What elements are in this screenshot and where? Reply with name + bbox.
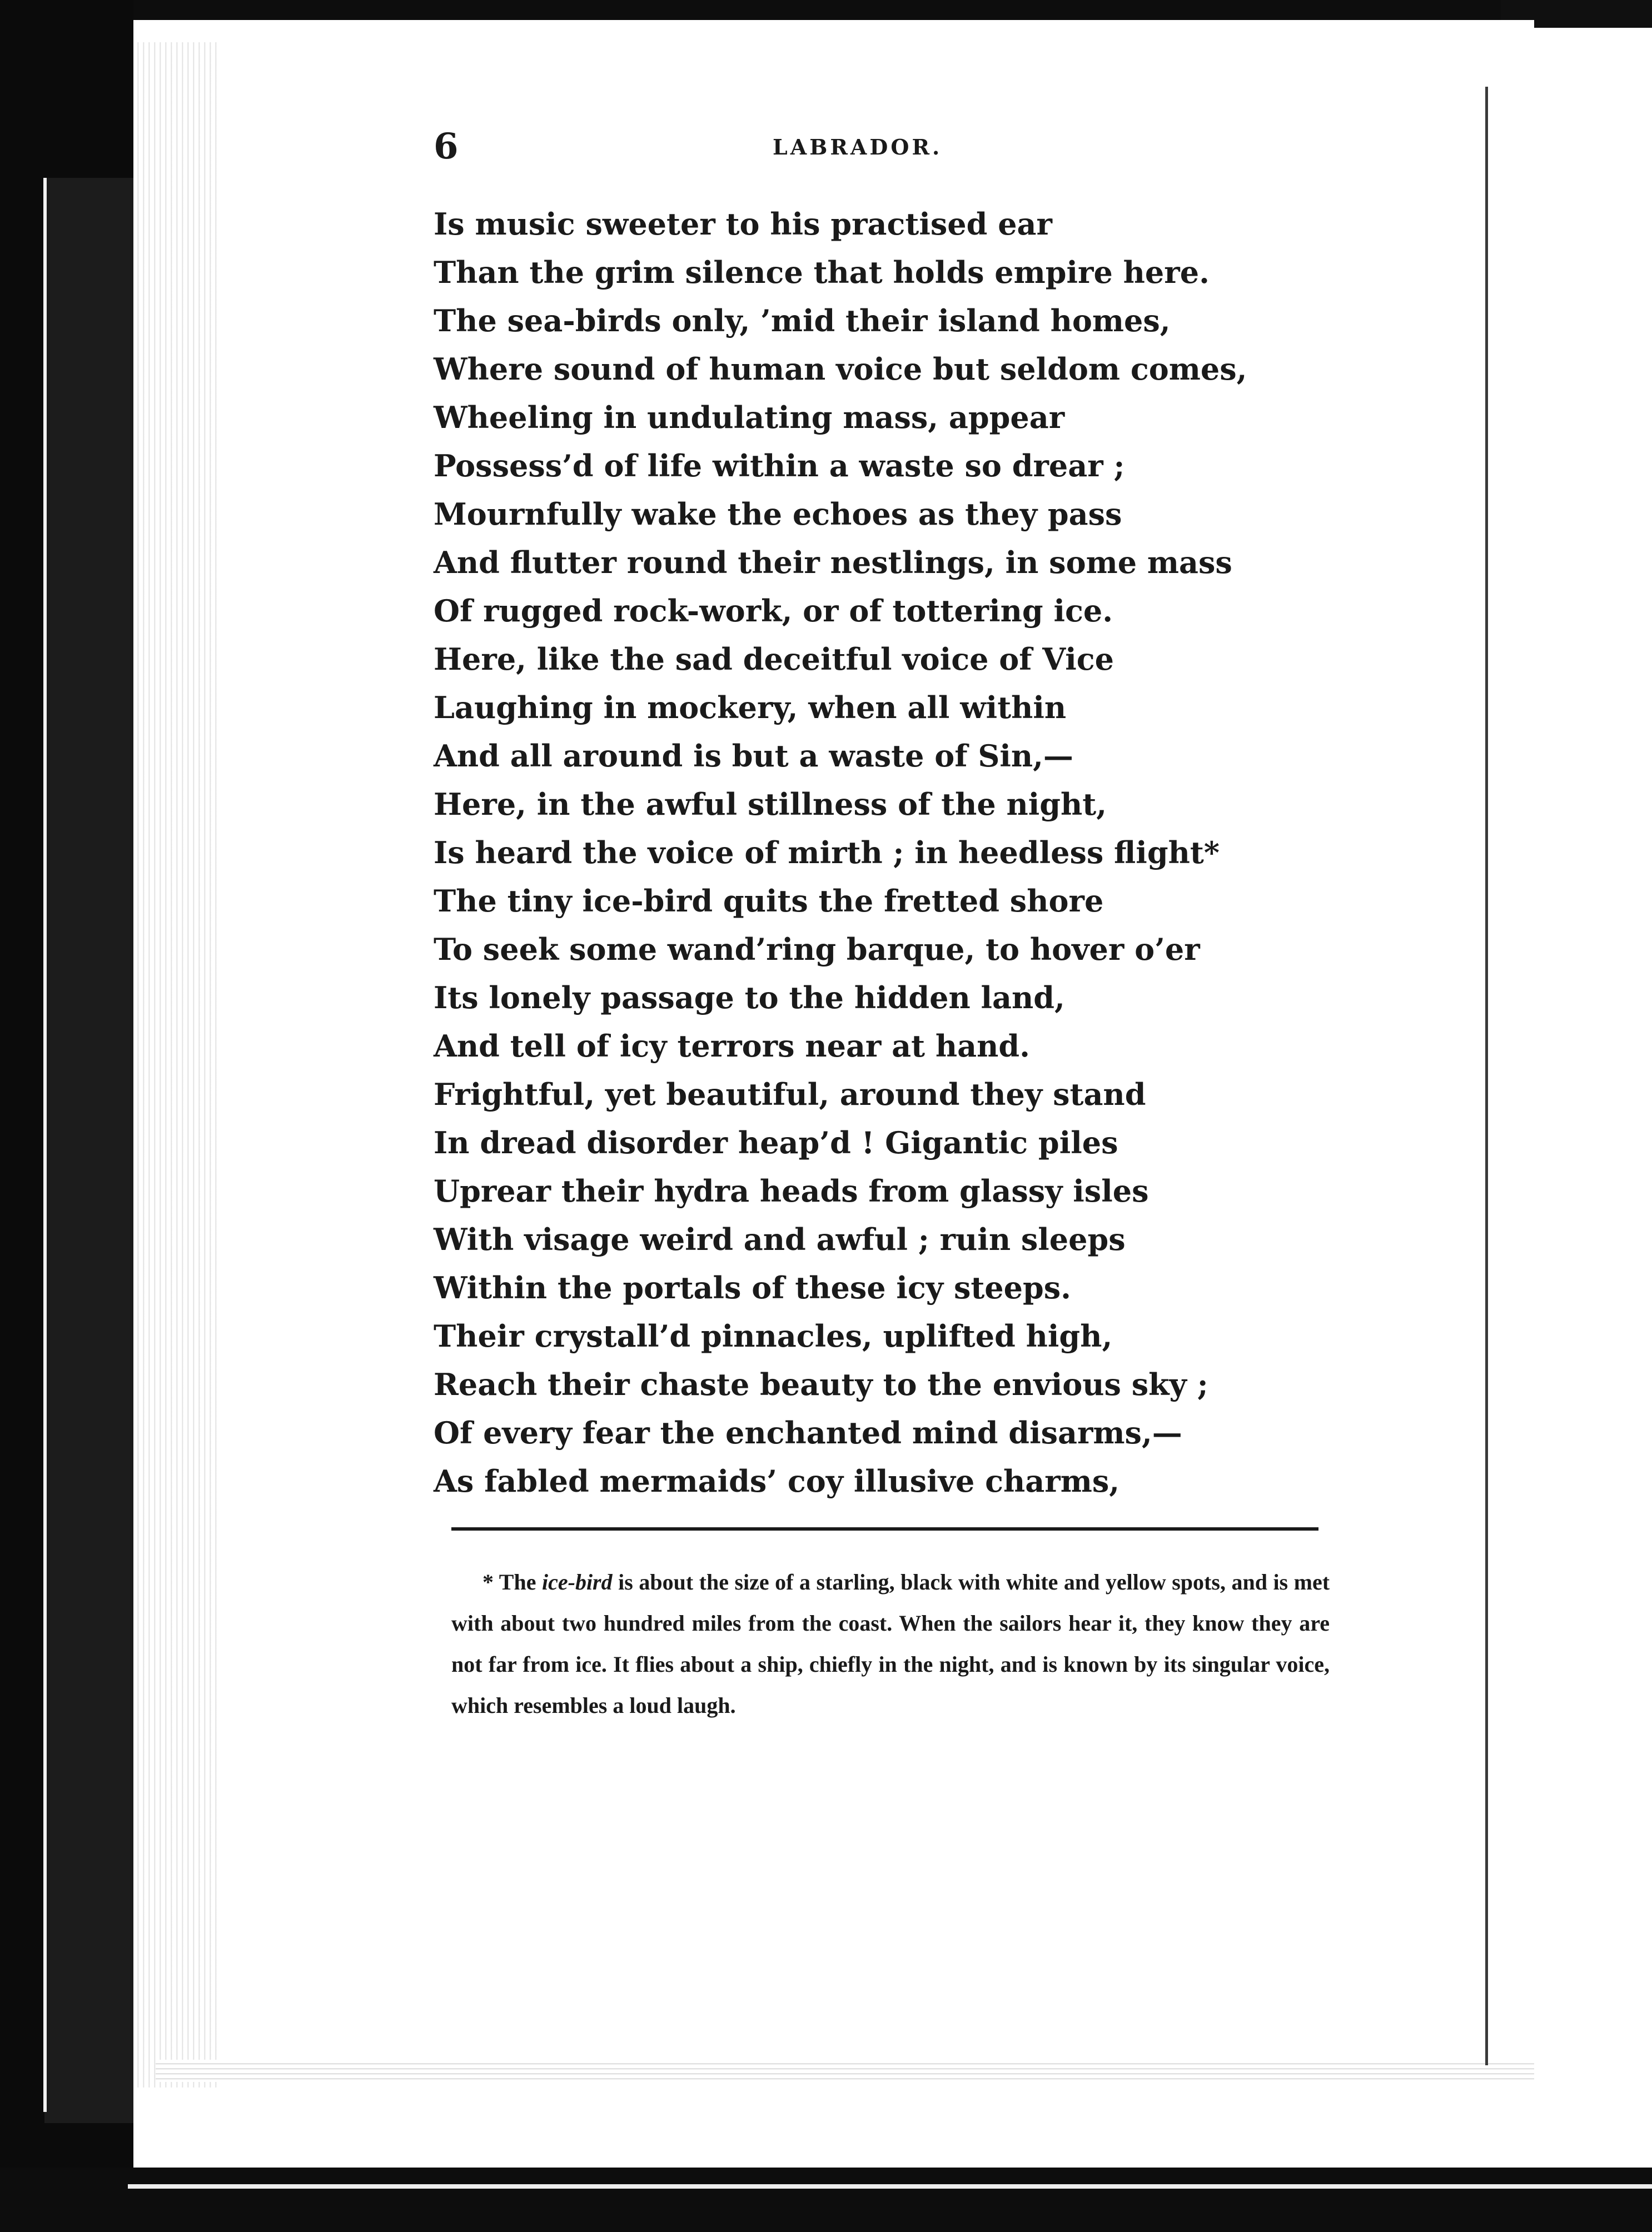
poem-line: The sea-birds only, ’mid their island homes, — [434, 303, 1171, 338]
poem-line: And tell of icy terrors near at hand. — [434, 1028, 1030, 1064]
poem-line: In dread disorder heap’d ! Gigantic piles — [434, 1125, 1118, 1160]
poem-line: Than the grim silence that holds empire here. — [434, 255, 1210, 290]
facing-page-margin — [1534, 28, 1652, 2168]
poem-line: Their crystall’d pinnacles, uplifted high, — [434, 1318, 1113, 1354]
scan-edge-left-inner — [44, 178, 133, 2123]
footnote-lead: The — [499, 1570, 536, 1595]
poem-line: Is music sweeter to his practised ear — [434, 206, 1052, 242]
page-stack-bottom — [156, 2060, 1534, 2082]
page-fold-line — [1485, 87, 1488, 2065]
footnote — [451, 1562, 1330, 1726]
footnote-marker: * — [482, 1570, 494, 1595]
poem-line: Laughing in mockery, when all within — [434, 690, 1067, 725]
footnote-rule — [451, 1527, 1318, 1531]
poem-line: Possess’d of life within a waste so drear ; — [434, 448, 1125, 484]
poem-line: Is heard the voice of mirth ; in heedless flight* — [434, 835, 1220, 870]
poem-line: The tiny ice-bird quits the fretted shore — [434, 883, 1104, 919]
poem-line: Wheeling in undulating mass, appear — [434, 400, 1065, 435]
footnote-term: ice-bird — [542, 1570, 613, 1595]
poem-line: Where sound of human voice but seldom comes, — [434, 351, 1247, 387]
poem-line: Reach their chaste beauty to the envious sky ; — [434, 1367, 1208, 1402]
poem-line: Of every fear the enchanted mind disarms,— — [434, 1415, 1182, 1451]
poem-line: Here, in the awful stillness of the night, — [434, 786, 1107, 822]
footnote-body: is about the size of a starling, black with white and yellow spots, and is met with about two hundred miles from the coast. When the sailors hear it, they know they are not far from ice. It flies about a ship, chiefly in the night, and is known by its singular voice, which resembles a loud laugh. — [451, 1570, 1330, 1718]
poem-line: As fabled mermaids’ coy illusive charms, — [434, 1463, 1120, 1499]
poem-line: Mournfully wake the echoes as they pass — [434, 496, 1122, 532]
poem-line: To seek some wand’ring barque, to hover o’er — [434, 931, 1200, 967]
poem-line: Within the portals of these icy steeps. — [434, 1270, 1071, 1306]
scan-edge-bottom — [0, 2168, 1652, 2232]
scan-edge-left-strip — [43, 178, 47, 2112]
poem-line: Here, like the sad deceitful voice of Vice — [434, 641, 1114, 677]
poem-text — [434, 200, 1401, 1506]
poem-line: Frightful, yet beautiful, around they stand — [434, 1077, 1146, 1112]
poem-line: Of rugged rock-work, or of tottering ice. — [434, 593, 1113, 629]
scan-edge-top — [0, 0, 1652, 20]
poem-line: Its lonely passage to the hidden land, — [434, 980, 1065, 1015]
page-stack-gutter — [133, 42, 217, 2087]
poem-line: And flutter round their nestlings, in some mass — [434, 545, 1232, 580]
poem-line: Uprear their hydra heads from glassy isles — [434, 1173, 1149, 1209]
scan-edge-bottom-strip — [128, 2184, 1652, 2189]
page-number: 6 — [434, 126, 459, 167]
poem-line: And all around is but a waste of Sin,— — [434, 738, 1073, 774]
running-title: LABRADOR. — [773, 134, 943, 160]
poem-line: With visage weird and awful ; ruin sleeps — [434, 1222, 1126, 1257]
